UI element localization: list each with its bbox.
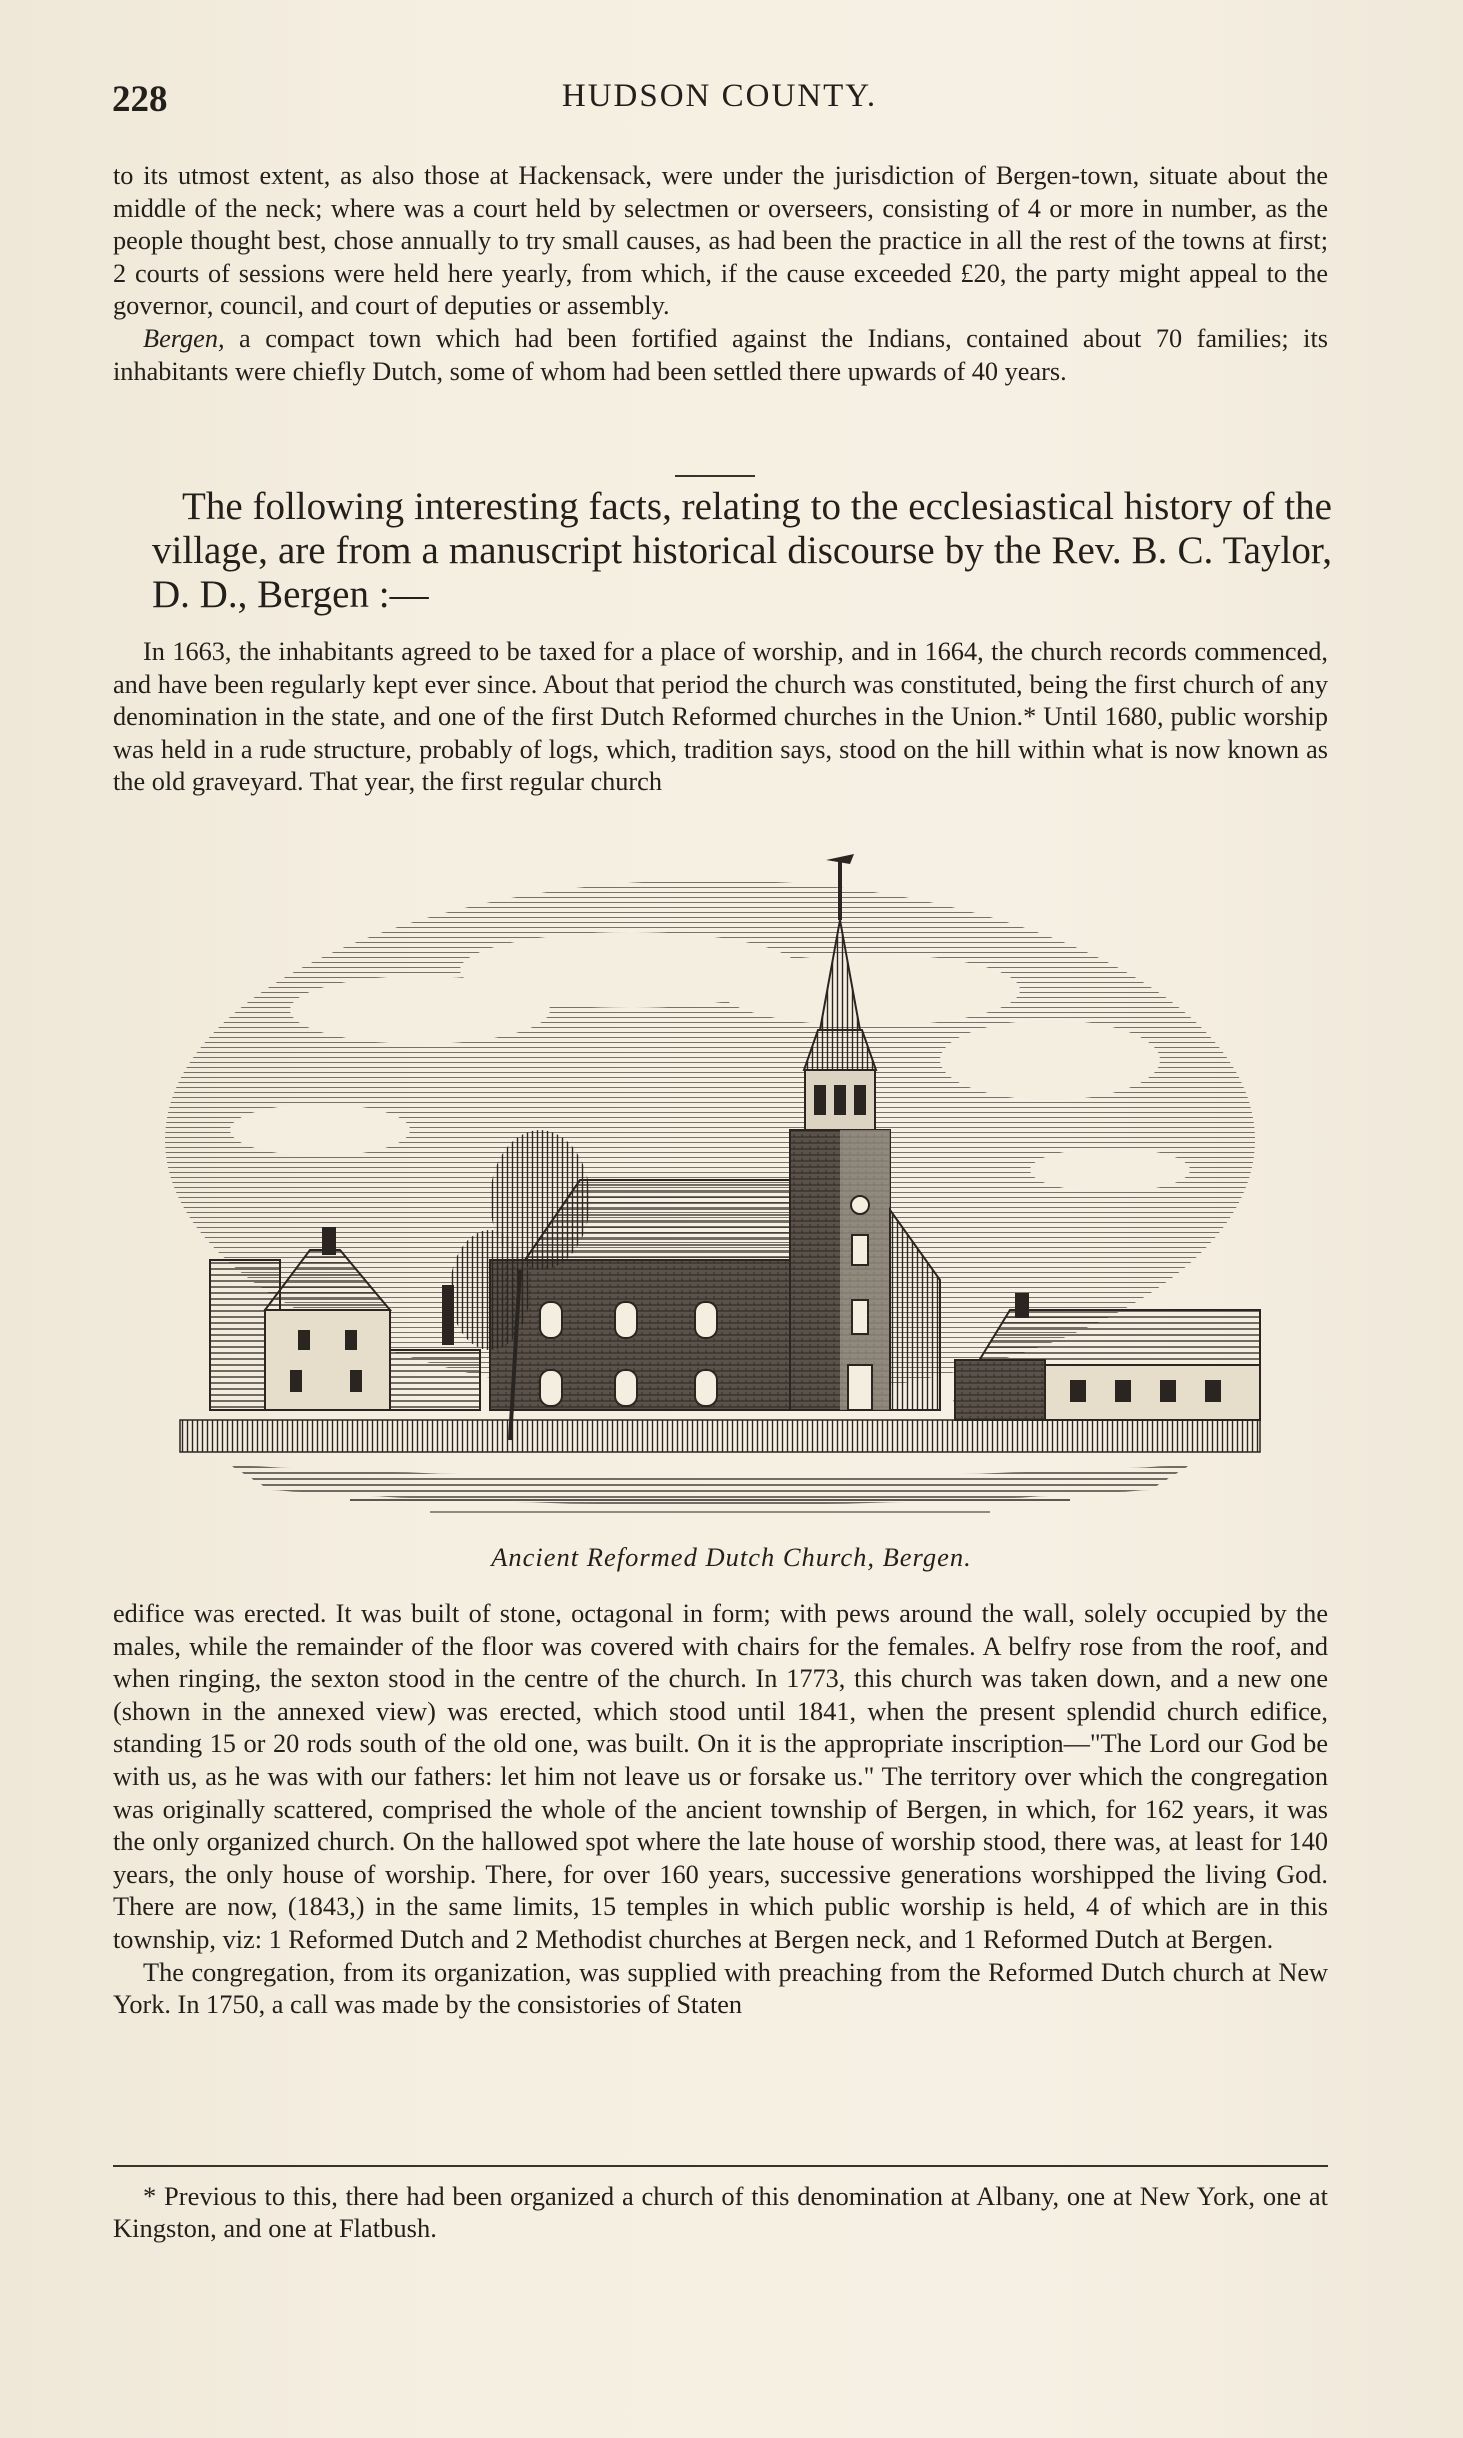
section-rule: [675, 475, 755, 477]
page-header: [112, 78, 1327, 128]
paragraph-after-illustration: edifice was erected. It was built of stone, octagonal in form; with pews around the wall, solely occupied by the males, while the remainder of the floor was covered with chairs for the females. A belfry rose from the roof, and when ringing, the sexton stood in the centre of the church. In 1773, this church was taken down, and a new one (shown in the annexed view) was erected, which stood until 1841, when the present splendid church edifice, standing 15 or 20 rods south of the old one, was built. On it is the appropriate inscription—"The Lord our God be with us, as he was with our fathers: let him not leave us or forsake us." The territory over which the congregation was originally scattered, comprised the whole of the ancient township of Bergen, in which, for 162 years, it was the only organized church. On the hallowed spot where the late house of worship stood, there was, at least for 140 years, the only house of worship. There, for over 160 years, successive generations worshipped the living God. There are now, (1843,) in the same limits, 15 temples in which public worship is held, 4 of which are in this township, viz: 1 Reformed Dutch and 2 Methodist churches at Bergen neck, and 1 Reformed Dutch at Bergen. The congregation, from its organization, was supplied with preaching from the Reformed Dutch church at New York. In 1750, a call was made by the consistories of Staten: [113, 1598, 1328, 2022]
bergen-italic: Bergen,: [143, 323, 225, 353]
fence-and-ground: [180, 1420, 1260, 1512]
paragraph-last: The congregation, from its organization, was supplied with preaching from the Reformed Dutch church at New York. In 1750, a call was made by the consistories of Staten: [113, 1957, 1328, 2020]
intro-paragraph-1: to its utmost extent, as also those at Hackensack, were under the jurisdiction of Bergen-town, situate about the middle of the neck; where was a court held by selectmen or overseers, consisting of 4 or more in number, as the people thought best, chose annually to try small causes, as had been the practice in all the rest of the towns at first; 2 courts of sessions were held here yearly, from which, if the cause exceeded £20, the party might appeal to the governor, council, and court of deputies or assembly.: [113, 161, 1328, 321]
intro-paragraph-2: [113, 323, 1328, 388]
intro-paragraph-2-rest: a compact town which had been fortified against the Indians, contained about 70 families; its inhabitants were chiefly Dutch, some of whom had been settled there upwards of 40 years.: [113, 323, 1328, 386]
intro-text: [113, 160, 1328, 388]
page-number: 228: [112, 79, 168, 120]
paragraph-before-illustration: In 1663, the inhabitants agreed to be taxed for a place of worship, and in 1664, the church records commenced, and have been regularly kept ever since. About that period the church was constituted, being the first church of any denomination in the state, and one of the first Dutch Reformed churches in the Union.* Until 1680, public worship was held in a rude structure, probably of logs, which, tradition says, stood on the hill within what is now known as the old graveyard. That year, the first regular church: [113, 637, 1328, 797]
footnote-rule: [113, 2165, 1328, 2167]
illustration-caption: Ancient Reformed Dutch Church, Bergen.: [491, 1542, 972, 1572]
footnote: * Previous to this, there had been organized a church of this denomination at Albany, one at New York, one at Kingston, and one at Flatbush.: [113, 2181, 1328, 2243]
church-engraving: [150, 840, 1270, 1540]
section-heading: The following interesting facts, relating to the ecclesiastical history of the village, are from a manuscript historical discourse by the Rev. B. C. Taylor, D. D., Bergen :—: [152, 485, 1332, 616]
running-title: HUDSON COUNTY.: [561, 78, 878, 114]
